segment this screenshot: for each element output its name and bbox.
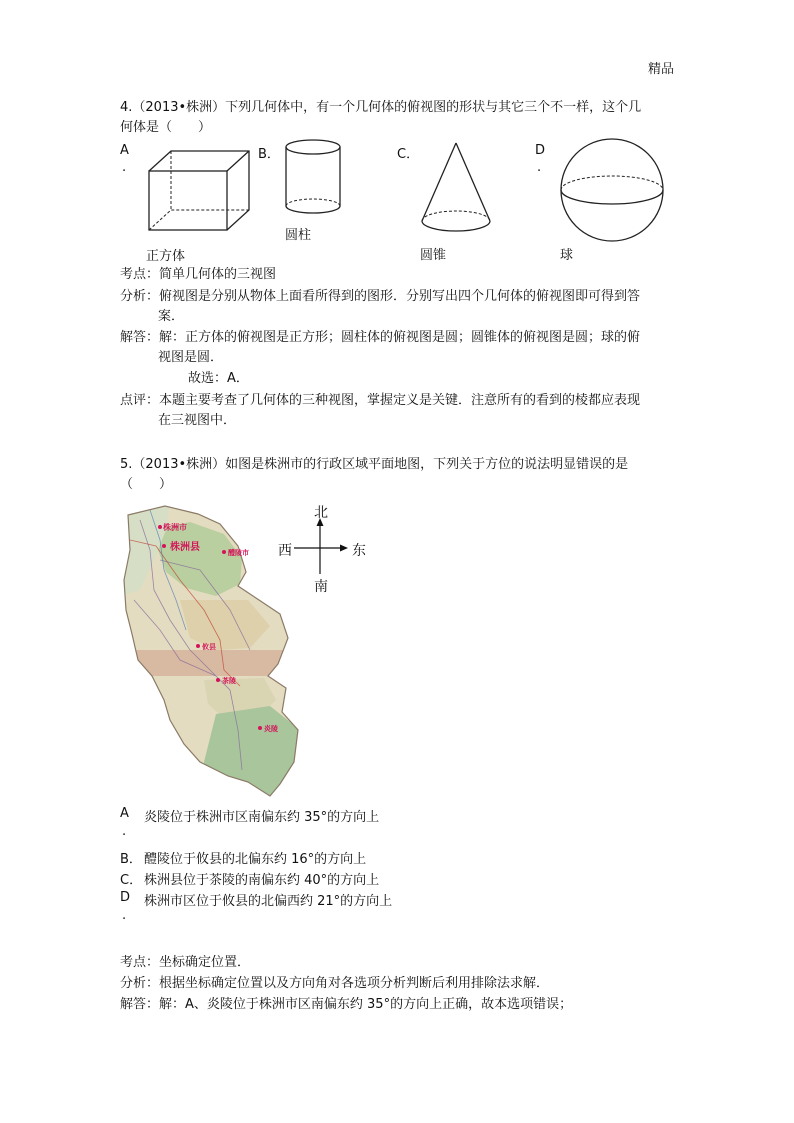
q4-option-c-name: 圆锥 bbox=[420, 248, 447, 263]
q4-option-a-name: 正方体 bbox=[146, 249, 186, 264]
q4-dianping-line2: 在三视图中． bbox=[158, 413, 237, 428]
q4-option-b-name: 圆柱 bbox=[285, 228, 312, 243]
map-label-yanling: 炎陵 bbox=[264, 725, 278, 733]
q4-dianping-line1: 点评：本题主要考查了几何体的三种视图，掌握定义是关键．注意所有的看到的棱都应表现 bbox=[120, 393, 641, 408]
compass-west-label: 西 bbox=[278, 543, 292, 559]
compass-figure bbox=[292, 518, 348, 580]
q5-stem-line2: （ ） bbox=[120, 477, 173, 492]
cylinder-figure bbox=[284, 139, 342, 215]
q4-option-a-dot: . bbox=[122, 160, 127, 175]
q5-option-a-letter: A bbox=[120, 806, 129, 821]
q5-option-c-letter: C． bbox=[120, 873, 143, 888]
map-label-liling: 醴陵市 bbox=[228, 549, 249, 557]
q5-stem-line1: 5.（2013•株洲）如图是株洲市的行政区域平面地图，下列关于方位的说法明显错误的是 bbox=[120, 457, 629, 472]
q5-fenxi: 分析：根据坐标确定位置以及方向角对各选项分析判断后利用排除法求解． bbox=[120, 976, 550, 991]
q5-option-a-text: 炎陵位于株洲市区南偏东约 35°的方向上 bbox=[144, 810, 380, 825]
q5-option-d-dot: . bbox=[122, 908, 127, 923]
sphere-figure bbox=[560, 138, 664, 242]
q4-option-d-name: 球 bbox=[560, 248, 574, 263]
q5-option-d-letter: D bbox=[120, 890, 131, 905]
q5-option-c-text: 株洲县位于茶陵的南偏东约 40°的方向上 bbox=[144, 873, 380, 888]
q4-fenxi-line2: 案． bbox=[158, 309, 185, 324]
compass-east-label: 东 bbox=[352, 543, 366, 559]
map-label-youxian: 攸县 bbox=[202, 643, 216, 651]
q5-kaodian: 考点：坐标确定位置． bbox=[120, 955, 251, 970]
map-label-zhuzhou-city: 株洲市 bbox=[163, 523, 187, 532]
q4-option-c-letter: C． bbox=[397, 147, 420, 162]
map-label-zhuzhou-county: 株洲县 bbox=[170, 542, 200, 553]
q4-option-d-letter: D bbox=[535, 143, 546, 158]
q5-jieda: 解答：解：A、炎陵位于株洲市区南偏东约 35°的方向上正确，故本选项错误； bbox=[120, 997, 573, 1012]
q4-option-b-letter: B． bbox=[258, 147, 280, 162]
q4-jieda-line2: 视图是圆． bbox=[158, 350, 224, 365]
compass-north-label: 北 bbox=[314, 505, 328, 521]
q4-stem-line2: 何体是（ ） bbox=[120, 120, 212, 135]
zhuzhou-map bbox=[120, 500, 300, 800]
header-mark: 精品 bbox=[648, 62, 675, 77]
cube-figure bbox=[148, 150, 250, 232]
q5-option-b-letter: B． bbox=[120, 852, 142, 867]
q4-kaodian: 考点：简单几何体的三视图 bbox=[120, 267, 277, 282]
q5-option-a-dot: . bbox=[122, 824, 127, 839]
q4-jieda-line1: 解答：解：正方体的俯视图是正方形；圆柱体的俯视图是圆；圆锥体的俯视图是圆；球的俯 bbox=[120, 330, 641, 345]
q4-fenxi-line1: 分析：俯视图是分别从物体上面看所得到的图形．分别写出四个几何体的俯视图即可得到答 bbox=[120, 289, 641, 304]
q4-option-d-dot: . bbox=[537, 160, 542, 175]
q5-option-d-text: 株洲市区位于攸县的北偏西约 21°的方向上 bbox=[144, 894, 393, 909]
cone-figure bbox=[420, 142, 492, 234]
compass-south-label: 南 bbox=[314, 579, 328, 595]
q5-option-b-text: 醴陵位于攸县的北偏东约 16°的方向上 bbox=[144, 852, 367, 867]
map-label-chaling: 茶陵 bbox=[222, 677, 236, 685]
q4-jieda-line3: 故选：A． bbox=[188, 371, 249, 386]
q4-option-a-letter: A bbox=[120, 143, 129, 158]
q4-stem-line1: 4.（2013•株洲）下列几何体中，有一个几何体的俯视图的形状与其它三个不一样，这个几 bbox=[120, 100, 642, 115]
